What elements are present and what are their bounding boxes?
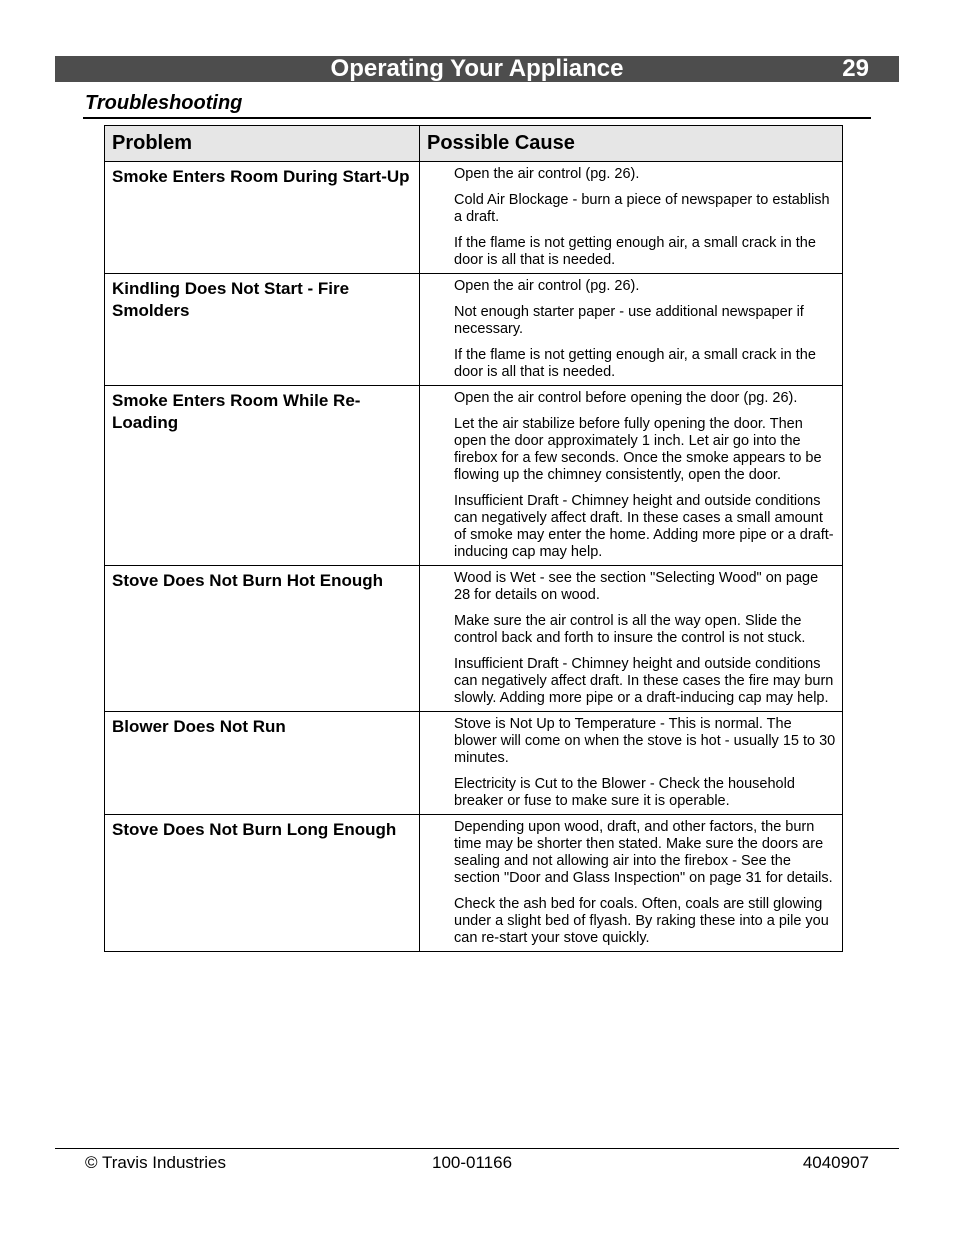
footer-copyright: © Travis Industries	[85, 1153, 227, 1172]
page-number: 29	[842, 55, 869, 82]
column-header-possible-cause: Possible Cause	[420, 126, 843, 162]
cause-item: Stove is Not Up to Temperature - This is normal. The blower will come on when the stove is hot - usually 15 to 30 minutes.	[454, 716, 836, 766]
cause-item: Open the air control (pg. 26).	[454, 166, 640, 182]
cause-item: Cold Air Blockage - burn a piece of newspaper to establish a draft.	[454, 192, 830, 225]
table-row	[105, 386, 843, 566]
problem-cell: Blower Does Not Run	[105, 712, 420, 815]
section-divider	[83, 117, 871, 119]
table-row	[105, 712, 843, 815]
cause-item: Electricity is Cut to the Blower - Check the household breaker or fuse to make sure it is operable.	[454, 776, 795, 809]
cause-item: If the flame is not getting enough air, a small crack in the door is all that is needed.	[454, 235, 816, 268]
table-header-row	[105, 126, 843, 162]
footer-document-number: 100-01166	[432, 1153, 513, 1172]
footer-revision-code: 4040907	[802, 1153, 869, 1172]
cause-item: Not enough starter paper - use additional newspaper if necessary.	[454, 304, 804, 337]
table-row	[105, 566, 843, 712]
causes-cell	[420, 566, 843, 712]
problem-cell: Stove Does Not Burn Hot Enough	[105, 566, 420, 712]
problem-cell: Stove Does Not Burn Long Enough	[105, 815, 420, 952]
causes-cell	[420, 712, 843, 815]
problem-cell: Kindling Does Not Start - Fire Smolders	[105, 274, 420, 386]
problem-cell: Smoke Enters Room While Re-Loading	[105, 386, 420, 566]
cause-item: Check the ash bed for coals. Often, coals are still glowing under a slight bed of flyash. By raking these into a pile you can re-start your stove quickly.	[454, 896, 829, 946]
cause-item: Insufficient Draft - Chimney height and outside conditions can negatively affect draft. In these cases the fire may burn slowly. Adding more pipe or a draft-inducing cap may help.	[454, 656, 834, 706]
problem-cell: Smoke Enters Room During Start-Up	[105, 162, 420, 274]
cause-item: Let the air stabilize before fully opening the door. Then open the door approximately 1 inch. Let air go into the firebox for a few seconds. Once the smoke appears to be flowing up the chimney consistently, open the door.	[454, 416, 822, 483]
table-body	[105, 162, 843, 952]
causes-cell	[420, 162, 843, 274]
page-title: Operating Your Appliance	[330, 55, 624, 82]
cause-item: Open the air control before opening the door (pg. 26).	[454, 390, 798, 406]
causes-cell	[420, 386, 843, 566]
cause-item: Wood is Wet - see the section "Selecting Wood" on page 28 for details on wood.	[454, 570, 819, 603]
table-row	[105, 162, 843, 274]
cause-item: Make sure the air control is all the way open. Slide the control back and forth to insure the control is not stuck.	[454, 613, 806, 646]
footer-divider	[55, 1148, 899, 1149]
column-header-problem: Problem	[105, 126, 420, 162]
cause-item: If the flame is not getting enough air, a small crack in the door is all that is needed.	[454, 347, 816, 380]
causes-cell	[420, 274, 843, 386]
causes-cell	[420, 815, 843, 952]
table-row	[105, 274, 843, 386]
page-header-bar	[55, 56, 899, 82]
cause-item: Insufficient Draft - Chimney height and outside conditions can negatively affect draft. In these cases a small amount of smoke may enter the home. Adding more pipe or a draft-inducing cap may help.	[454, 493, 834, 560]
troubleshooting-table	[104, 125, 843, 952]
section-title: Troubleshooting	[85, 92, 243, 114]
cause-item: Depending upon wood, draft, and other factors, the burn time may be shorter then stated. Make sure the doors are sealing and not allowing air into the firebox - See the section "Door and Glass Inspection" on page 31 for details.	[454, 819, 833, 886]
cause-item: Open the air control (pg. 26).	[454, 278, 640, 294]
table-row	[105, 815, 843, 952]
